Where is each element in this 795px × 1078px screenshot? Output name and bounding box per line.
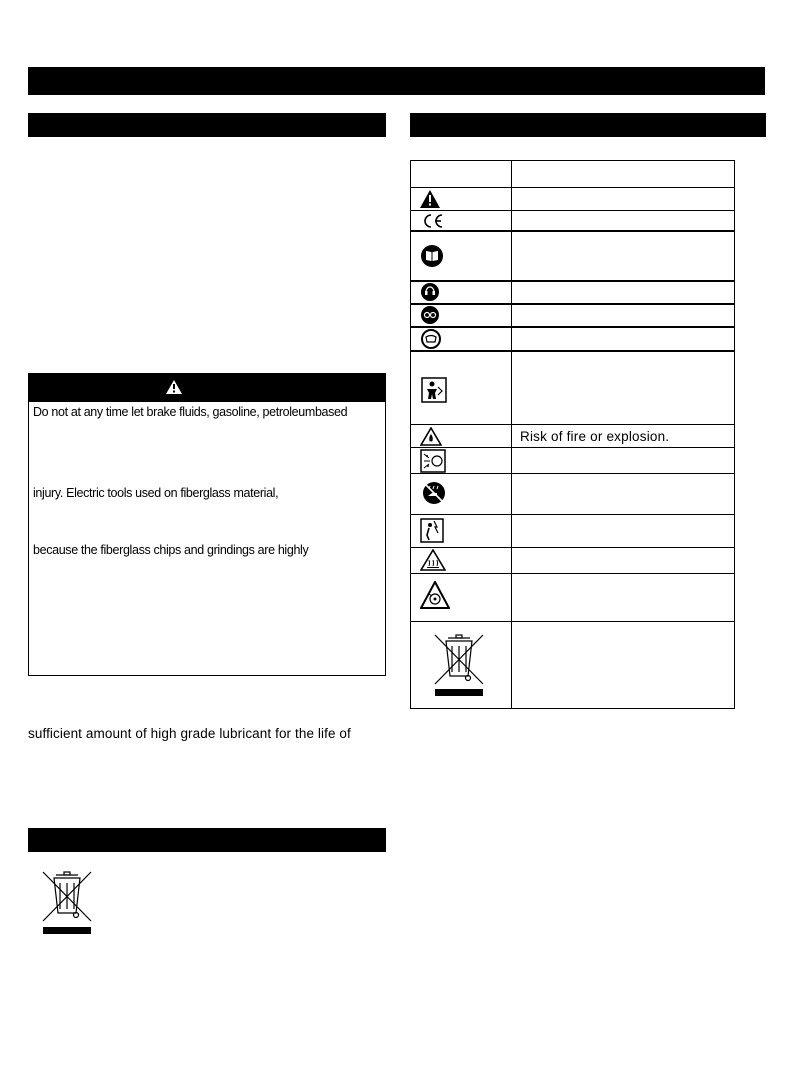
weee-crossed-bin-icon — [40, 869, 94, 935]
table-row-divider — [411, 573, 734, 574]
symbols-section-header-bar — [410, 113, 766, 137]
ce-mark-icon — [421, 213, 445, 229]
table-column-divider — [511, 161, 512, 708]
warning-box-header — [29, 374, 385, 402]
table-row-divider — [411, 424, 734, 425]
dust-mask-icon — [421, 329, 441, 349]
eye-protection-icon — [421, 306, 439, 324]
table-row-divider — [411, 447, 734, 448]
fire-explosion-risk-icon — [420, 427, 442, 446]
table-row-divider — [411, 473, 734, 474]
table-row-divider — [411, 280, 734, 282]
warning-text-line-3: because the fiberglass chips and grindings are highly — [33, 543, 309, 557]
table-row-divider — [411, 210, 734, 211]
left-section-header-bar — [28, 113, 386, 137]
warning-triangle-icon — [420, 190, 440, 208]
table-row-divider — [411, 621, 734, 622]
warning-text-line-1: Do not at any time let brake fluids, gasoline, petroleumbased — [33, 405, 348, 419]
table-row-divider — [411, 187, 734, 188]
read-manual-icon — [421, 245, 443, 267]
weee-crossed-bin-icon — [432, 632, 486, 698]
table-row-divider — [411, 514, 734, 515]
rotating-parts-icon — [420, 581, 450, 609]
do-not-expose-to-rain-icon — [422, 481, 446, 505]
table-row-divider — [411, 326, 734, 328]
warning-box — [28, 373, 386, 676]
flying-debris-icon — [420, 449, 446, 473]
fire-explosion-risk-label: Risk of fire or explosion. — [520, 429, 670, 444]
ear-protection-icon — [421, 283, 439, 301]
warning-triangle-icon — [166, 380, 182, 394]
table-row-divider — [411, 547, 734, 548]
symbols-table — [410, 160, 735, 709]
warning-text-line-2: injury. Electric tools used on fiberglass material, — [33, 486, 279, 500]
table-row-divider — [411, 303, 734, 305]
electric-shock-icon — [420, 518, 444, 543]
main-section-header-bar — [28, 67, 765, 95]
table-row-divider — [411, 230, 734, 232]
recycling-section-header-bar — [28, 828, 386, 852]
table-row-divider — [411, 350, 734, 352]
lubrication-text-line: sufficient amount of high grade lubricant for the life of — [28, 726, 351, 741]
keep-bystanders-away-icon — [421, 377, 447, 403]
hot-surface-icon — [420, 549, 446, 571]
